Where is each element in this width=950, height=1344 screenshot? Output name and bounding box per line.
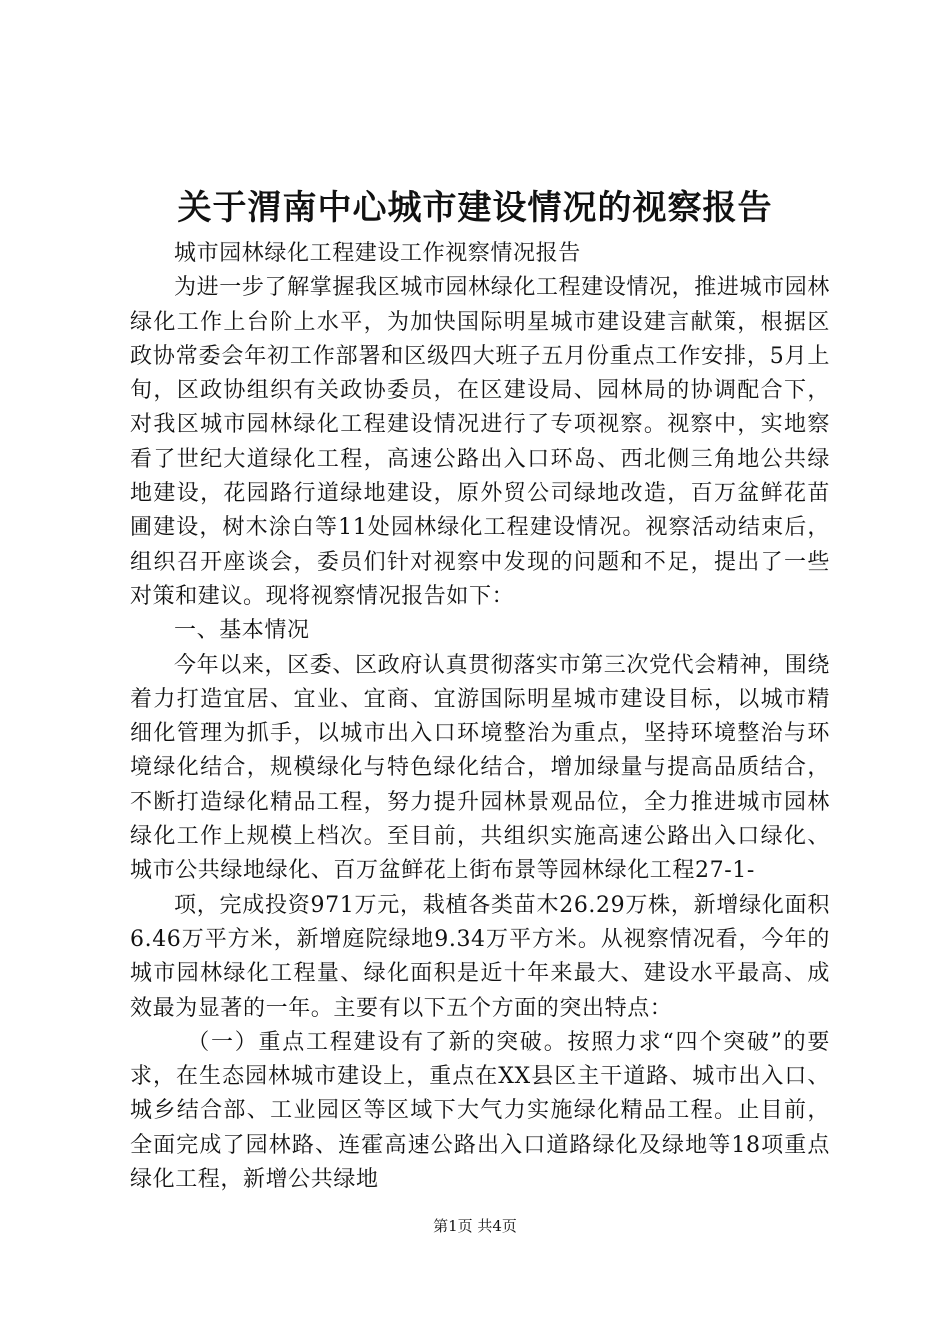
- intro-paragraph: 为进一步了解掌握我区城市园林绿化工程建设情况，推进城市园林绿化工作上台阶上水平，为加快国际明星城市建设建言献策，根据区政协常委会年初工作部署和区级四大班子五月份重点工作安排，5月上旬，区政协组织有关政协委员，在区建设局、园林局的协调配合下，对我区城市园林绿化工程建设情况进行了专项视察。视察中，实地察看了世纪大道绿化工程，高速公路出入口环岛、西北侧三角地公共绿地建设，花园路行道绿地建设，原外贸公司绿地改造，百万盆鲜花苗圃建设，树木涂白等11处园林绿化工程建设情况。视察活动结束后，组织召开座谈会，委员们针对视察中发现的问题和不足，提出了一些对策和建议。现将视察情况报告如下：: [130, 275, 830, 609]
- page-footer: 第1页 共4页: [433, 1217, 517, 1235]
- section-heading: 一、基本情况: [174, 618, 310, 644]
- basic-situation-paragraph: 今年以来，区委、区政府认真贯彻落实市第三次党代会精神，围绕着力打造宜居、宜业、宜商、宜游国际明星城市建设目标，以城市精细化管理为抓手，以城市出入口环境整治为重点，坚持环境整治与环境绿化结合，规模绿化与特色绿化结合，增加绿量与提高品质结合，不断打造绿化精品工程，努力提升园林景观品位，全力推进城市园林绿化工作上规模上档次。至目前，共组织实施高速公路出入口绿化、城市公共绿地绿化、百万盆鲜花上街布景等园林绿化工程27-1-: [130, 652, 830, 884]
- subtitle-paragraph: 城市园林绿化工程建设工作视察情况报告: [174, 241, 581, 266]
- investment-paragraph: 项，完成投资971万元，栽植各类苗木26.29万株，新增绿化面积6.46万平方米，新增庭院绿地9.34万平方米。从视察情况看，今年的城市园林绿化工程量、绿化面积是近十年来最大、建设水平最高、成效最为显著的一年。主要有以下五个方面的突出特点：: [130, 892, 830, 1021]
- key-projects-paragraph: （一）重点工程建设有了新的突破。按照力求“四个突破”的要求，在生态园林城市建设上，重点在XX县区主干道路、城市出入口、城乡结合部、工业园区等区域下大气力实施绿化精品工程。止目前，全面完成了园林路、连霍高速公路出入口道路绿化及绿地等18项重点绿化工程，新增公共绿地: [130, 1029, 830, 1193]
- document-title: 关于渭南中心城市建设情况的视察报告: [177, 188, 773, 228]
- document-body: [130, 237, 830, 1197]
